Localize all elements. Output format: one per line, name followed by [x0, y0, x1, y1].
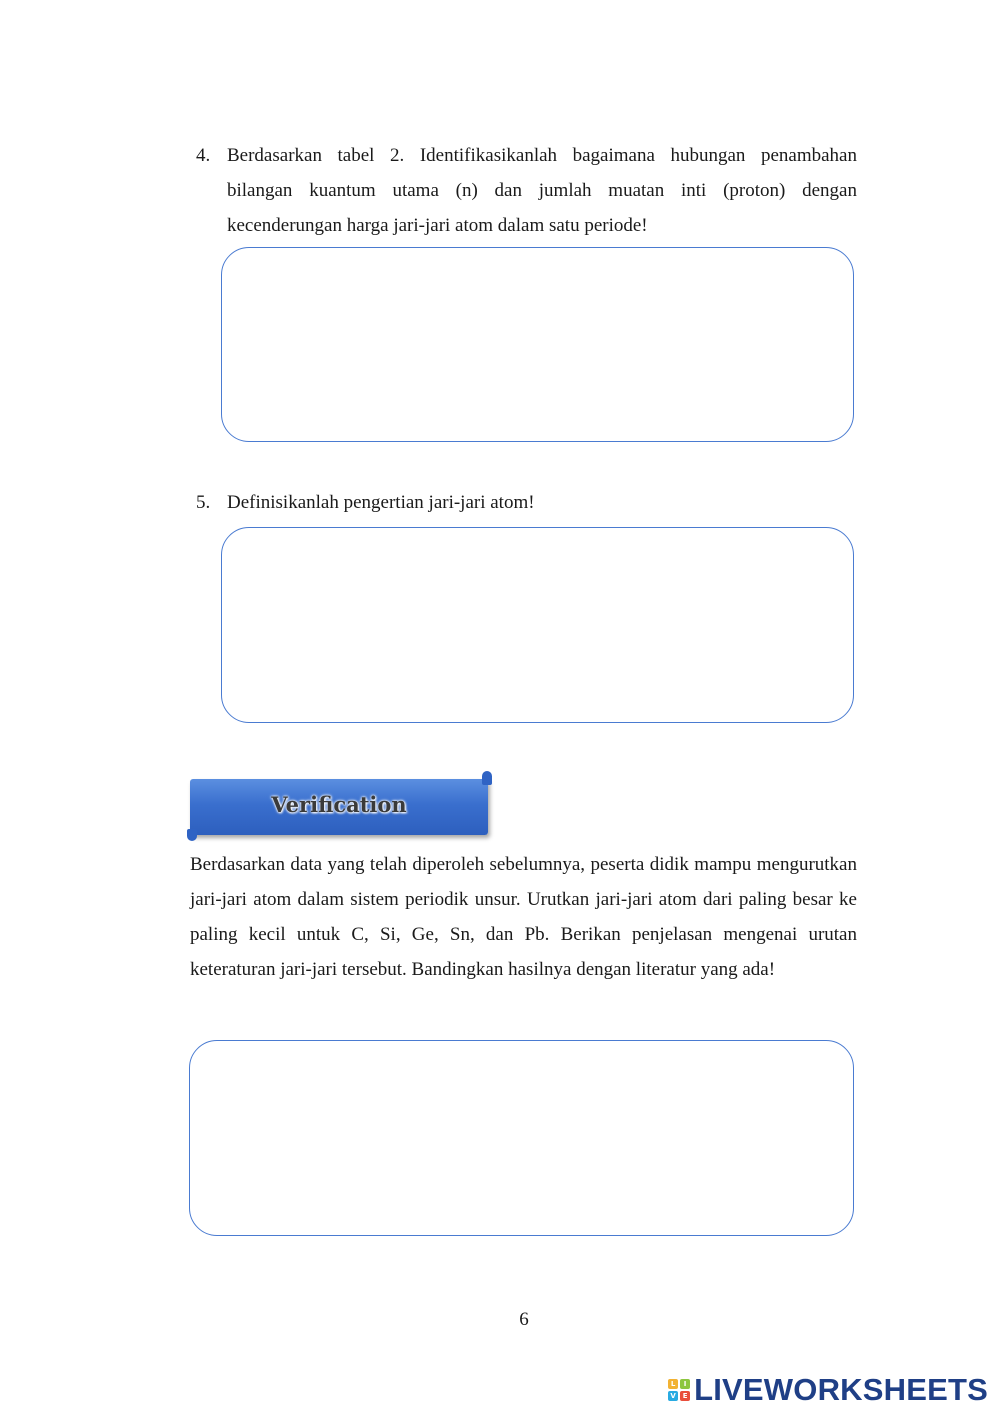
question-text: Berdasarkan tabel 2. Identifikasikanlah bagaimana hubungan penambahan bilangan kuantum utama (n) dan jumlah muatan inti (proton) dengan kecenderungan harga jari-jari atom dalam satu periode!: [227, 145, 857, 236]
question-4: [196, 138, 857, 243]
verification-instructions: Berdasarkan data yang telah diperoleh sebelumnya, peserta didik mampu mengurutkan jari-jari atom dalam sistem periodik unsur. Urutkan jari-jari atom dari paling besar ke paling kecil untuk C, Si, Ge, Sn, dan Pb. Berikan penjelasan mengenai urutan keteraturan jari-jari tersebut. Bandingkan hasilnya dengan literatur yang ada!: [190, 854, 857, 980]
logo-mark-letter: L: [668, 1379, 678, 1389]
banner-curl-decoration: [187, 829, 197, 841]
logo-mark-letter: E: [680, 1391, 690, 1401]
answer-box-verification[interactable]: [189, 1040, 854, 1236]
question-number: 5.: [196, 492, 211, 513]
answer-box-question-4[interactable]: [221, 247, 854, 442]
question-number: 4.: [196, 145, 211, 166]
logo-mark-letter: I: [680, 1379, 690, 1389]
verification-banner: [190, 779, 488, 835]
banner-curl-decoration: [482, 771, 492, 785]
liveworksheets-mark-icon: [668, 1379, 690, 1401]
answer-box-question-5[interactable]: [221, 527, 854, 723]
liveworksheets-logo[interactable]: [668, 1374, 988, 1406]
logo-mark-letter: V: [668, 1391, 678, 1401]
liveworksheets-logo-text: LIVEWORKSHEETS: [694, 1372, 988, 1407]
question-text: Definisikanlah pengertian jari-jari atom!: [227, 492, 535, 513]
page-number: 6: [519, 1309, 529, 1330]
verification-heading: Verification: [271, 792, 407, 817]
question-5: [196, 485, 857, 520]
